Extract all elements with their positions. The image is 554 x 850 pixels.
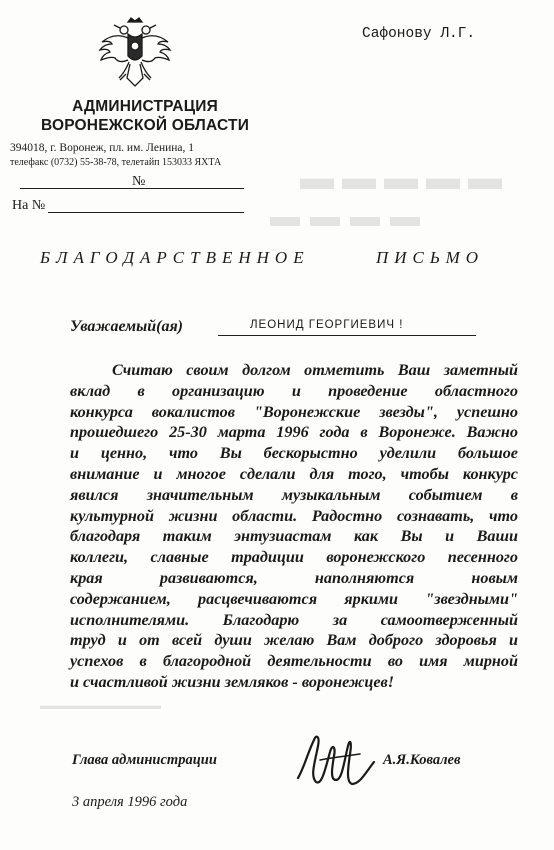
salutation: Уважаемый(ая) — [70, 318, 184, 335]
title-word-1: БЛАГОДАРСТВЕННОЕ — [40, 248, 310, 267]
number-label: № — [132, 174, 146, 189]
title-word-2: ПИСЬМО — [376, 248, 485, 267]
reply-number-label: На № — [12, 198, 46, 213]
body-line: и ценно, что Вы бескорыстно уделили большое — [70, 444, 518, 463]
body-line: исполнителями. Благодарю за самоотверженный — [70, 610, 518, 629]
double-headed-eagle-emblem — [98, 14, 172, 92]
addressee-name: ЛЕОНИД ГЕОРГИЕВИЧ ! — [250, 319, 404, 331]
addressee-line — [218, 335, 476, 336]
body-line: Считаю своим долгом отметить Ваш заметный — [112, 361, 518, 379]
letter-body — [70, 360, 518, 693]
org-address: 394018, г. Воронеж, пл. им. Ленина, 1 — [10, 142, 195, 154]
signatory-position: Глава администрации — [72, 752, 217, 768]
body-line: успехов в благородной деятельности во имя мирной — [70, 652, 518, 671]
letter-title — [40, 248, 510, 268]
recipient-name: Сафонову Л.Г. — [362, 26, 476, 42]
body-line: коллеги, славные традиции воронежского песенного — [70, 548, 518, 567]
reply-number-line — [48, 212, 244, 213]
bleed-through-decoration: ▬▬▬▬▬▬▬▬▬▬▬ — [40, 700, 161, 712]
body-line: культурной жизни области. Радостно сознавать, что — [70, 506, 518, 525]
org-name-line1: АДМИНИСТРАЦИЯ — [72, 98, 218, 115]
body-line: благодаря таким энтузиастам как Вы и Ваши — [70, 527, 518, 546]
body-line: вклад в организацию и проведение областного — [70, 381, 518, 400]
body-line: и счастливой жизни земляков - воронежцев! — [70, 672, 395, 691]
handwritten-signature — [290, 722, 380, 798]
body-line: конкурса вокалистов "Воронежские звезды", успешно — [70, 402, 518, 421]
org-contacts: телефакс (0732) 55-38-78, телетайп 153033 ЯХТА — [10, 157, 222, 168]
body-line: явился значительным музыкальным событием в — [70, 485, 518, 504]
bleed-through-decoration: ▬▬▬▬▬ — [300, 160, 510, 197]
bleed-through-decoration: ▬▬▬▬ — [270, 200, 430, 233]
body-line: труд и от всей души желаю Вам доброго здоровья и — [70, 631, 518, 650]
body-line: прошедшего 25-30 марта 1996 года в Воронеже. Важно — [70, 423, 518, 442]
signatory-name: А.Я.Ковалев — [383, 752, 461, 768]
body-line: внимание и многое сделали для того, чтобы конкурс — [70, 464, 518, 483]
body-line: содержанием, расцвечиваются яркими "звездными" — [70, 589, 518, 608]
body-line: края развиваются, наполняются новым — [70, 568, 518, 587]
org-name-line2: ВОРОНЕЖСКОЙ ОБЛАСТИ — [40, 117, 250, 134]
letter-date: 3 апреля 1996 года — [72, 794, 188, 810]
